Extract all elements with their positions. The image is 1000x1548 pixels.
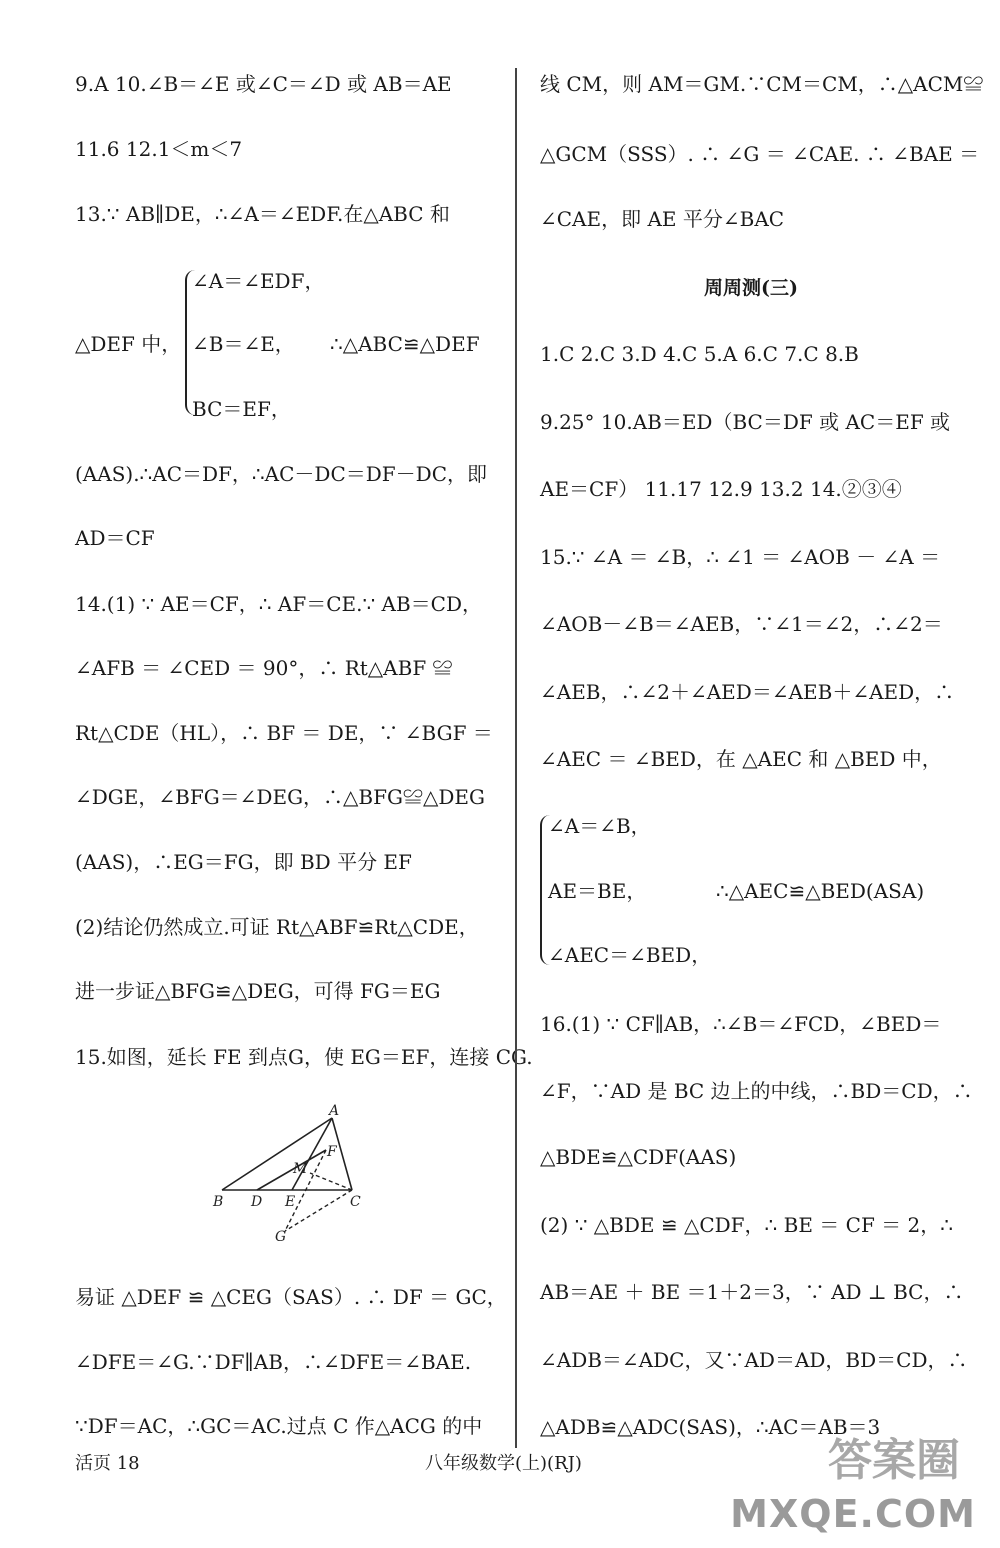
answer-16-line7: △ADB≌△ADC(SAS)，∴AC＝AB＝3 <box>540 1415 881 1439</box>
answers-10-14: AE＝CF） 11.17 12.9 13.2 14.②③④ <box>540 477 902 501</box>
book-title: 八年级数学(上)(RJ) <box>425 1453 582 1474</box>
answer-15-cont-line3: ∠CAE，即 AE 平分∠BAC <box>540 207 785 231</box>
label-M: M <box>293 1161 308 1177</box>
answer-13-line1: 13.∵ AB∥DE，∴∠A＝∠EDF.在△ABC 和 <box>75 202 450 226</box>
answer-16-line4: (2) ∵ △BDE ≌ △CDF，∴ BE ＝ CF ＝ 2，∴ <box>540 1213 953 1237</box>
answer-9-10: 9.A 10.∠B＝∠E 或∠C＝∠D 或 AB＝AE <box>75 72 452 96</box>
label-F: F <box>327 1144 337 1160</box>
answer-13-line6: AD＝CF <box>75 526 155 550</box>
geometry-figure <box>205 1103 375 1243</box>
answer-15-cond1: ∠A＝∠B， <box>548 814 651 838</box>
answer-15-conclusion: ∴△AEC≌△BED(ASA) <box>716 879 925 903</box>
answer-15-line3: ∠AEB，∴∠2＋∠AED＝∠AEB＋∠AED，∴ <box>540 680 955 704</box>
answer-13-cond1: ∠A＝∠EDF， <box>192 269 325 293</box>
label-G: G <box>275 1229 287 1243</box>
watermark-url: MXQE.COM <box>730 1492 976 1536</box>
answer-14-line3: Rt△CDE（HL），∴ BF ＝ DE，∵ ∠BGF ＝ <box>75 721 493 745</box>
answer-14-line4: ∠DGE，∠BFG＝∠DEG，∴△BFG≌△DEG <box>75 785 485 809</box>
answer-14-line7: 进一步证△BFG≌△DEG，可得 FG＝EG <box>75 979 441 1003</box>
answer-13-prefix: △DEF 中， <box>75 332 182 356</box>
answer-15-line4: ∠AEC ＝ ∠BED，在 △AEC 和 △BED 中， <box>540 747 942 771</box>
answer-15-line1: 15.如图，延长 FE 到点G，使 EG＝EF，连接 CG. <box>75 1045 533 1069</box>
label-B: B <box>213 1194 224 1210</box>
answer-16-line5: AB＝AE ＋ BE ＝1＋2＝3，∵ AD ⊥ BC，∴ <box>540 1280 964 1304</box>
answer-13-cond2: ∠B＝∠E， <box>192 332 295 356</box>
answer-15-line4: ∵DF＝AC，∴GC＝AC.过点 C 作△ACG 的中 <box>75 1414 483 1438</box>
answer-11-12: 11.6 12.1＜m＜7 <box>75 137 243 161</box>
section-heading: 周周测(三) <box>704 277 798 299</box>
answer-13-conclusion: ∴△ABC≌△DEF <box>330 332 480 356</box>
watermark-cn: 答案圈 <box>828 1435 960 1486</box>
answer-14-line6: (2)结论仍然成立.可证 Rt△ABF≌Rt△CDE， <box>75 915 479 939</box>
answer-13-cond3: BC＝EF， <box>192 397 291 421</box>
segment-CM <box>310 1173 352 1190</box>
answer-13-line5: (AAS).∴AC＝DF，∴AC－DC＝DF－DC，即 <box>75 462 487 486</box>
answer-15-cond2: AE＝BE， <box>548 879 647 903</box>
answer-15-cont-line2: △GCM（SSS）. ∴ ∠G ＝ ∠CAE. ∴ ∠BAE ＝ <box>540 142 980 166</box>
label-D: D <box>251 1194 263 1210</box>
answers-1-8: 1.C 2.C 3.D 4.C 5.A 6.C 7.C 8.B <box>540 342 859 366</box>
answer-16-line6: ∠ADB＝∠ADC，又∵AD＝AD，BD＝CD，∴ <box>540 1348 968 1372</box>
answers-9-10: 9.25° 10.AB＝ED（BC＝DF 或 AC＝EF 或 <box>540 410 951 434</box>
answer-15-line1: 15.∵ ∠A ＝ ∠B，∴ ∠1 ＝ ∠AOB － ∠A ＝ <box>540 545 941 569</box>
answer-15-line2: ∠AOB－∠B＝∠AEB，∵∠1＝∠2，∴∠2＝ <box>540 612 943 636</box>
answer-14-line2: ∠AFB ＝ ∠CED ＝ 90°，∴ Rt△ABF ≌ <box>75 656 453 680</box>
page-number: 活页 18 <box>75 1453 140 1474</box>
answer-15-cont-line1: 线 CM，则 AM＝GM.∵CM＝CM，∴△ACM≌ <box>540 72 984 96</box>
label-C: C <box>350 1194 361 1210</box>
answer-14-line5: (AAS)，∴EG＝FG，即 BD 平分 EF <box>75 850 412 874</box>
label-E: E <box>285 1194 296 1210</box>
answer-16-line3: △BDE≌△CDF(AAS) <box>540 1145 737 1169</box>
column-divider <box>515 68 517 1448</box>
answer-15-cond3: ∠AEC＝∠BED， <box>548 943 712 967</box>
answer-15-line3: ∠DFE＝∠G.∵DF∥AB，∴∠DFE＝∠BAE. <box>75 1350 472 1374</box>
answer-16-line1: 16.(1) ∵ CF∥AB，∴∠B＝∠FCD，∠BED＝ <box>540 1012 942 1036</box>
answer-15-line2: 易证 △DEF ≌ △CEG（SAS）. ∴ DF ＝ GC， <box>75 1285 507 1309</box>
answer-14-line1: 14.(1) ∵ AE＝CF，∴ AF＝CE.∵ AB＝CD， <box>75 592 483 616</box>
label-A: A <box>329 1103 340 1119</box>
answer-16-line2: ∠F，∵AD 是 BC 边上的中线，∴BD＝CD，∴ <box>540 1079 973 1103</box>
